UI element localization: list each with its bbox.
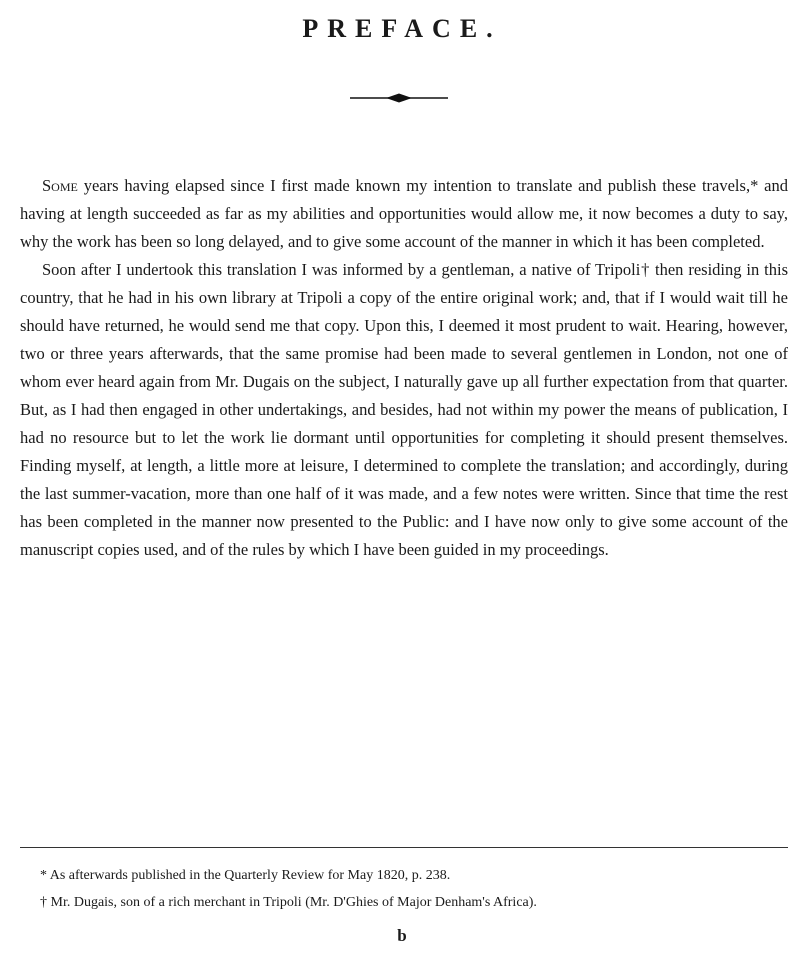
preface-body [20,172,788,564]
paragraph-1 [20,172,788,256]
paragraph-1-text: years having elapsed since I first made known my intention to translate and publish these travels,* and having at length succeeded as far as my abilities and opportunities would allow me, it now becomes a duty to say, why the work has been so long delayed, and to give some account of the manner in which it has been completed. [20,176,788,251]
ornament-divider [350,92,448,104]
footnote-2: † Mr. Dugais, son of a rich merchant in Tripoli (Mr. D'Ghies of Major Denham's Africa). [40,895,537,910]
footnotes [20,862,788,916]
page-title: PREFACE. [302,14,502,43]
footnote-1: * As afterwards published in the Quarterly Review for May 1820, p. 238. [40,868,451,883]
footnote-rule [20,847,788,848]
signature-mark: b [397,926,407,945]
paragraph-lead-word: Some [42,176,78,195]
paragraph-2: Soon after I undertook this translation I was informed by a gentleman, a native of Tripoli† then residing in this country, that he had in his own library at Tripoli a copy of the entire original work; and, that if I would wait till he should have returned, he would send me that copy. Upon this, I deemed it most prudent to wait. Hearing, however, two or three years afterwards, that the same promise had been made to several gentlemen in London, not one of whom ever heard again from Mr. Dugais on the subject, I naturally gave up all further expectation from that quarter. But, as I had then engaged in other undertakings, and besides, had not within my power the means of publication, I had no resource but to let the work lie dormant until opportunities for completing it should present themselves. Finding myself, at length, a little more at leisure, I determined to complete the translation; and accordingly, during the last summer-vacation, more than one half of it was made, and a few notes were written. Since that time the rest has been completed in the manner now presented to the Public: and I have now only to give some account of the manuscript copies used, and of the rules by which I have been guided in my proceedings. [20,260,788,559]
